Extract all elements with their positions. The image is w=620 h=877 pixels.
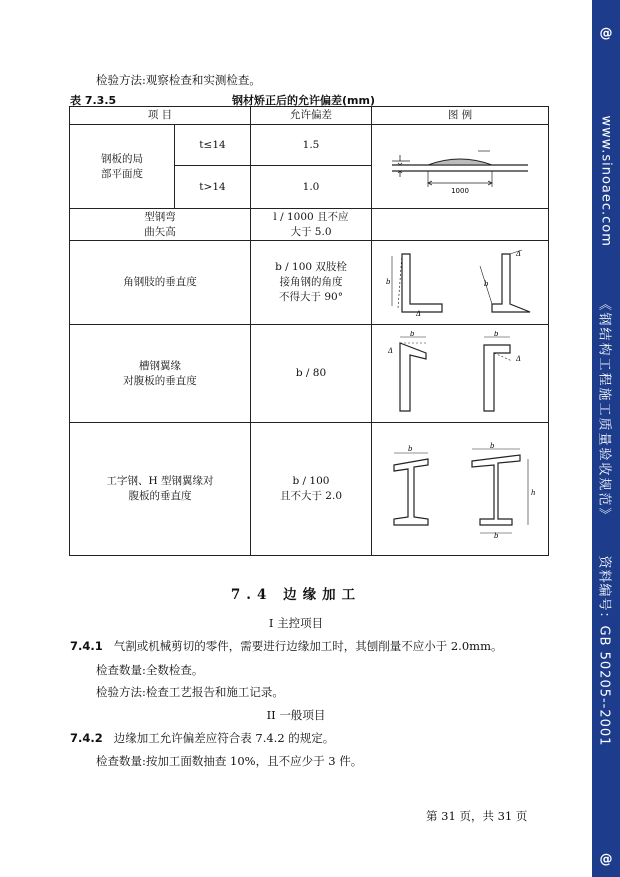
table-title: 钢材矫正后的允许偏差(mm) (232, 94, 375, 107)
section-title: 7.4 边缘加工 (230, 587, 362, 603)
subsection-general-items: II 一般项目 (266, 708, 326, 722)
inspection-method-line: 检验方法:观察检查和实测检查。 (96, 73, 261, 87)
cell-text: 槽钢翼缘 (139, 359, 181, 372)
dim-delta-label: Δ (516, 249, 522, 258)
plate-dim-label: 1000 (451, 186, 469, 195)
cell-text: b / 100 双肢栓 (275, 261, 347, 273)
angle-diagram (380, 246, 540, 320)
dim-h-label: h (531, 489, 536, 497)
plate-cond-2: t>14 (175, 166, 251, 209)
clause-text: 气割或机械剪切的零件，需要进行边缘加工时，其刨削量不应小于 2.0mm。 (113, 639, 503, 653)
cell-text: 腹板的垂直度 (128, 490, 192, 502)
plate-cond-1: t≤14 (175, 125, 251, 166)
section-bow-tol (251, 209, 372, 241)
tolerance-table (69, 106, 549, 556)
cell-text: 且不大于 2.0 (279, 490, 343, 502)
dim-b-label: b (386, 277, 391, 286)
cell-text: 部平面度 (101, 167, 143, 180)
table-row (70, 125, 549, 166)
clause-number: 7.4.2 (70, 731, 103, 745)
angle-leg-tol (251, 241, 372, 325)
header-figure: 图 例 (372, 107, 549, 125)
cell-text: 钢板的局 (101, 152, 143, 165)
cell-text: 曲矢高 (144, 225, 176, 238)
channel-flange-tol: b / 80 (251, 325, 372, 423)
channel-flange-label (70, 325, 251, 423)
channel-diagram (380, 331, 540, 417)
clause-7-4-1-method: 检验方法:检查工艺报告和施工记录。 (96, 685, 284, 699)
at-symbol-top: @ (599, 26, 613, 41)
table-row (70, 325, 549, 423)
cell-text: 大于 5.0 (290, 225, 332, 238)
dim-b-label: b (490, 442, 495, 450)
dim-delta-label: Δ (516, 354, 522, 363)
subsection-main-items: I 主控项目 (268, 616, 324, 630)
clause-7-4-2-quantity: 检查数量:按加工面数抽查 10%，且不应少于 3 件。 (96, 754, 363, 768)
cell-text: 不得大于 90° (279, 291, 343, 303)
table-number: 表 7.3.5 (70, 94, 117, 107)
sidebar-book-title: 《钢结构工程施工质量验收规范》 (596, 297, 612, 523)
dim-delta-label: Δ (388, 346, 394, 355)
dim-b-label: b (408, 445, 413, 453)
table-header-row (70, 107, 549, 125)
header-tolerance: 允许偏差 (251, 107, 372, 125)
ibeam-diagram (380, 439, 540, 539)
dim-b-label: b (494, 330, 499, 338)
channel-flange-figure (372, 325, 549, 423)
clause-7-4-2 (70, 730, 334, 746)
dim-b-label: b (484, 279, 489, 288)
table-row (70, 209, 549, 241)
sidebar-band (592, 0, 620, 877)
section-bow-label (70, 209, 251, 241)
sidebar-website: www.sinoaec.com (598, 115, 614, 247)
plate-flatness-diagram (390, 137, 530, 197)
sidebar-doc-code: 资料编号：GB 50205--2001 (596, 555, 612, 747)
cell-text: 对腹板的垂直度 (123, 374, 197, 387)
dim-b-label: b (494, 532, 499, 539)
header-item: 项 目 (70, 107, 251, 125)
clause-7-4-1 (70, 638, 502, 654)
cell-text: l / 1000 且不应 (273, 210, 349, 223)
table-row (70, 423, 549, 556)
ibeam-flange-label (70, 423, 251, 556)
clause-7-4-1-quantity: 检查数量:全数检查。 (96, 663, 204, 677)
plate-tol-2: 1.0 (251, 166, 372, 209)
ibeam-flange-figure (372, 423, 549, 556)
angle-leg-label: 角钢肢的垂直度 (70, 241, 251, 325)
cell-text: 工字钢、H 型钢翼缘对 (106, 475, 214, 487)
table-row (70, 241, 549, 325)
plate-tol-1: 1.5 (251, 125, 372, 166)
cell-text: 型钢弯 (144, 210, 176, 223)
ibeam-flange-tol (251, 423, 372, 556)
plate-figure (372, 125, 549, 209)
cell-text: b / 100 (292, 475, 330, 487)
dim-delta-label: Δ (416, 309, 422, 318)
cell-text: 接角钢的角度 (279, 276, 343, 288)
clause-text: 边缘加工允许偏差应符合表 7.4.2 的规定。 (113, 731, 335, 745)
page-footer: 第 31 页，共 31 页 (426, 809, 528, 823)
plate-local-label (70, 125, 175, 209)
clause-number: 7.4.1 (70, 639, 103, 653)
dim-b-label: b (410, 330, 415, 338)
at-symbol-bottom: @ (599, 852, 613, 867)
section-bow-figure (372, 209, 549, 241)
angle-leg-figure (372, 241, 549, 325)
